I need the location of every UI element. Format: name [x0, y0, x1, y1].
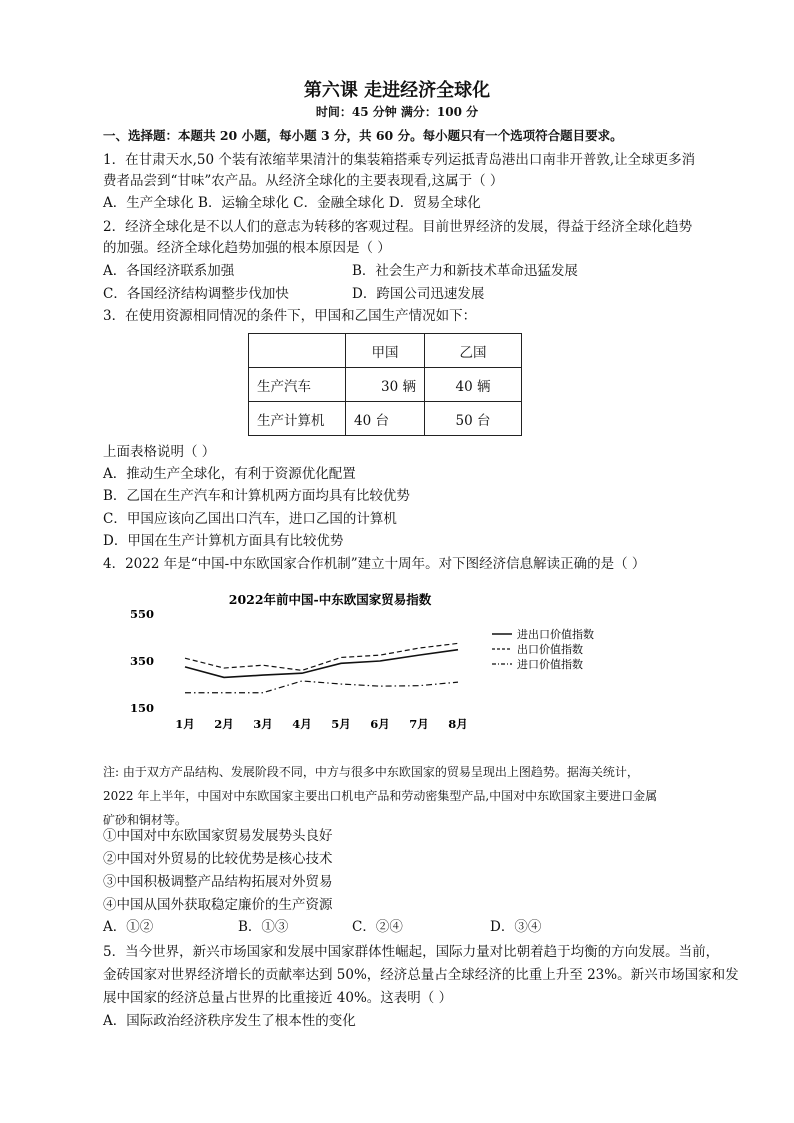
q4-note-line2: 2022 年上半年，中国对中东欧国家主要出口机电产品和劳动密集型产品,中国对中东欧国家主要进口金属 [103, 789, 658, 803]
q5-line3: 展中国家的经济总量占世界的比重接近 40%。这表明（ ） [103, 990, 453, 1006]
x-tick-label: 6月 [370, 717, 390, 731]
q3-after: 上面表格说明（ ） [103, 444, 216, 460]
q3-option-b: B．乙国在生产汽车和计算机两方面均具有比较优势 [103, 488, 410, 504]
production-table [248, 333, 522, 436]
series-line [185, 643, 458, 670]
q4-item-4: ④中国从国外获取稳定廉价的生产资源 [103, 897, 333, 913]
q4-item-3: ③中国积极调整产品结构拓展对外贸易 [103, 874, 333, 890]
trade-index-chart [120, 586, 640, 736]
table-header-row [249, 334, 522, 368]
q2-option-c: C．各国经济结构调整步伐加快 [103, 286, 289, 302]
y-tick-label: 150 [129, 701, 155, 715]
q4-item-1: ①中国对中东欧国家贸易发展势头良好 [103, 828, 333, 844]
page-subtitle: 时间：45 分钟 满分：100 分 [315, 105, 479, 119]
q3-option-d: D．甲国在生产计算机方面具有比较优势 [103, 533, 344, 549]
q1-line1: 1．在甘肃天水,50 个装有浓缩苹果清汁的集装箱搭乘专列运抵青岛港出口南非开普敦,让全球更多消 [103, 152, 696, 168]
table-cell: 生产汽车 [249, 368, 346, 402]
table-cell: 40 台 [346, 402, 425, 436]
table-cell: 生产计算机 [249, 402, 346, 436]
series-line [185, 681, 458, 693]
q2-option-d: D．跨国公司迅速发展 [352, 286, 485, 302]
table-header-cell: 乙国 [425, 334, 522, 368]
q4-note-line1: 注: 由于双方产品结构、发展阶段不同，中方与很多中东欧国家的贸易呈现出上图趋势。据海关统计， [103, 765, 639, 779]
q5-line2: 金砖国家对世界经济增长的贡献率达到 50%，经济总量占全球经济的比重上升至 23%。新兴市场国家和发 [103, 967, 739, 983]
x-tick-label: 1月 [175, 717, 195, 731]
table-cell: 50 台 [425, 402, 522, 436]
x-tick-label: 4月 [292, 717, 312, 731]
x-tick-label: 3月 [253, 717, 273, 731]
y-tick-label: 350 [129, 654, 155, 668]
x-tick-label: 8月 [448, 717, 468, 731]
chart-title: 2022年前中国-中东欧国家贸易指数 [228, 592, 432, 607]
q1-options: A．生产全球化 B．运输全球化 C．金融全球化 D．贸易全球化 [103, 195, 481, 211]
x-tick-label: 5月 [331, 717, 351, 731]
q4-line1: 4．2022 年是“中国-中东欧国家合作机制”建立十周年。对下图经济信息解读正确的是（ ） [103, 556, 646, 572]
q3-option-c: C．甲国应该向乙国出口汽车，进口乙国的计算机 [103, 511, 397, 527]
x-tick-label: 7月 [409, 717, 429, 731]
table-cell: 30 辆 [346, 368, 425, 402]
x-tick-label: 2月 [214, 717, 234, 731]
q3-line1: 3．在使用资源相同情况的条件下，甲国和乙国生产情况如下： [103, 308, 477, 324]
q4-option-c: C．②④ [352, 919, 403, 935]
table-header-cell [249, 334, 346, 368]
q2-option-b: B．社会生产力和新技术革命迅猛发展 [352, 263, 578, 279]
q2-line1: 2．经济全球化是不以人们的意志为转移的客观过程。目前世界经济的发展，得益于经济全球化趋势 [103, 219, 693, 235]
q3-option-a: A．推动生产全球化，有利于资源优化配置 [103, 466, 356, 482]
q5-line1: 5．当今世界，新兴市场国家和发展中国家群体性崛起，国际力量对比朝着趋于均衡的方向发展。当前， [103, 944, 720, 960]
q2-line2: 的加强。经济全球化趋势加强的根本原因是（ ） [103, 240, 391, 256]
table-row [249, 402, 522, 436]
q4-item-2: ②中国对外贸易的比较优势是核心技术 [103, 851, 333, 867]
q5-option-a: A．国际政治经济秩序发生了根本性的变化 [103, 1013, 356, 1029]
y-tick-label: 550 [129, 607, 155, 621]
q4-note-line3: 矿砂和铜材等。 [103, 813, 188, 827]
q4-option-a: A．①② [103, 919, 154, 935]
legend-label: 出口价值指数 [517, 643, 583, 656]
page-title: 第六课 走进经济全球化 [303, 80, 491, 101]
q4-option-d: D．③④ [490, 919, 542, 935]
table-row [249, 368, 522, 402]
q1-line2: 费者品尝到“甘味”农产品。从经济全球化的主要表现看,这属于（ ） [103, 173, 504, 189]
legend-label: 进出口价值指数 [517, 628, 594, 641]
q4-option-b: B．①③ [238, 919, 289, 935]
table-header-cell: 甲国 [346, 334, 425, 368]
section-heading: 一、选择题：本题共 20 小题，每小题 3 分，共 60 分。每小题只有一个选项符合题目要求。 [103, 128, 623, 143]
legend-label: 进口价值指数 [517, 658, 583, 671]
table-cell: 40 辆 [425, 368, 522, 402]
q2-option-a: A．各国经济联系加强 [103, 263, 235, 279]
